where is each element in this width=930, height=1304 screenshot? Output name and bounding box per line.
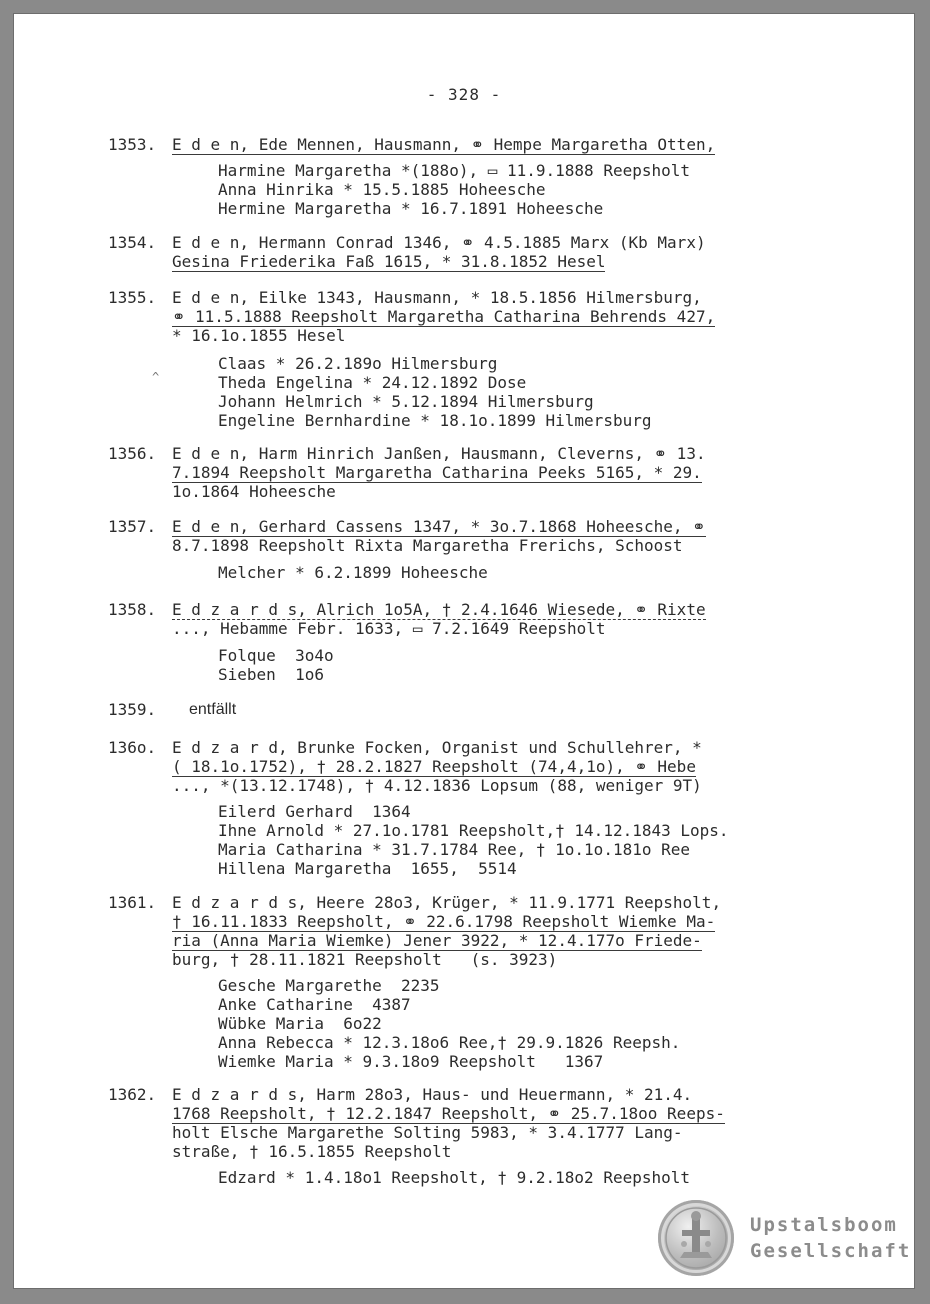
entry-line: Gesina Friederika Faß 1615, * 31.8.1852 Hesel xyxy=(172,252,606,271)
entry-line: 1o.1864 Hoheesche xyxy=(172,482,336,501)
child-line: Theda Engelina * 24.12.1892 Dose xyxy=(218,373,527,392)
entry-line: burg, † 28.11.1821 Reepsholt (s. 3923) xyxy=(172,950,558,969)
entry-line: ria (Anna Maria Wiemke) Jener 3922, * 12.4.177o Friede- xyxy=(172,931,702,950)
child-line: Gesche Margarethe 2235 xyxy=(218,976,440,995)
child-line: Johann Helmrich * 5.12.1894 Hilmersburg xyxy=(218,392,594,411)
entry-number: 136o. xyxy=(108,738,157,757)
entry-number: 1359. xyxy=(108,700,157,719)
entry-line: straße, † 16.5.1855 Reepsholt xyxy=(172,1142,452,1161)
entry-line: † 16.11.1833 Reepsholt, ⚭ 22.6.1798 Reepsholt Wiemke Ma- xyxy=(172,912,716,931)
entry-line: 7.1894 Reepsholt Margaretha Catharina Peeks 5165, * 29. xyxy=(172,463,702,482)
child-line: Folque 3o4o xyxy=(218,646,334,665)
entry-line: E d e n, Eilke 1343, Hausmann, * 18.5.1856 Hilmersburg, xyxy=(172,288,702,307)
entry-number: 1356. xyxy=(108,444,157,463)
child-line: Claas * 26.2.189o Hilmersburg xyxy=(218,354,498,373)
entry-line: E d z a r d s, Alrich 1o5A, † 2.4.1646 Wiesede, ⚭ Rixte xyxy=(172,600,706,619)
entry-line: ..., Hebamme Febr. 1633, ▭ 7.2.1649 Reepsholt xyxy=(172,619,606,638)
entry-line: holt Elsche Margarethe Solting 5983, * 3.4.1777 Lang- xyxy=(172,1123,683,1142)
entry-line: 1768 Reepsholt, † 12.2.1847 Reepsholt, ⚭ 25.7.18oo Reeps- xyxy=(172,1104,725,1123)
child-line: Anke Catharine 4387 xyxy=(218,995,411,1014)
entry-number: 1353. xyxy=(108,135,157,154)
child-line: Anna Hinrika * 15.5.1885 Hoheesche xyxy=(218,180,546,199)
document-page xyxy=(14,14,914,1288)
watermark xyxy=(658,1200,912,1280)
child-line: Harmine Margaretha *(188o), ▭ 11.9.1888 Reepsholt xyxy=(218,161,691,180)
child-line: Edzard * 1.4.18o1 Reepsholt, † 9.2.18o2 Reepsholt xyxy=(218,1168,691,1187)
entry-line: * 16.1o.1855 Hesel xyxy=(172,326,346,345)
entry-line: E d e n, Ede Mennen, Hausmann, ⚭ Hempe Margaretha Otten, xyxy=(172,135,716,154)
child-line: Hermine Margaretha * 16.7.1891 Hoheesche xyxy=(218,199,604,218)
entry-line: ( 18.1o.1752), † 28.2.1827 Reepsholt (74,4,1o), ⚭ Hebe xyxy=(172,757,696,776)
child-line: Hillena Margaretha 1655, 5514 xyxy=(218,859,517,878)
entry-line: ⚭ 11.5.1888 Reepsholt Margaretha Catharina Behrends 427, xyxy=(172,307,716,326)
page-number: - 328 - xyxy=(426,85,502,104)
entry-line: 8.7.1898 Reepsholt Rixta Margaretha Frerichs, Schoost xyxy=(172,536,683,555)
entry-number: 1362. xyxy=(108,1085,157,1104)
entry-number: 1355. xyxy=(108,288,157,307)
entry-line: E d e n, Gerhard Cassens 1347, * 3o.7.1868 Hoheesche, ⚭ xyxy=(172,517,706,536)
child-line: Maria Catharina * 31.7.1784 Ree, † 1o.1o.181o Ree xyxy=(218,840,691,859)
entry-number: 1361. xyxy=(108,893,157,912)
child-line: Melcher * 6.2.1899 Hoheesche xyxy=(218,563,488,582)
entry-line: entfällt xyxy=(189,701,237,718)
child-line: Sieben 1o6 xyxy=(218,665,324,684)
entry-number: 1358. xyxy=(108,600,157,619)
child-line: Wübke Maria 6o22 xyxy=(218,1014,382,1033)
entry-line: E d z a r d s, Harm 28o3, Haus- und Heuermann, * 21.4. xyxy=(172,1085,693,1104)
seal-logo-icon xyxy=(658,1200,734,1276)
watermark-line-2: Gesellschaft xyxy=(750,1240,912,1262)
child-line: Ihne Arnold * 27.1o.1781 Reepsholt,† 14.12.1843 Lops. xyxy=(218,821,729,840)
entry-number: 1357. xyxy=(108,517,157,536)
entry-line: E d z a r d, Brunke Focken, Organist und Schullehrer, * xyxy=(172,738,702,757)
watermark-line-1: Upstalsboom xyxy=(750,1214,898,1236)
entry-line: E d z a r d s, Heere 28o3, Krüger, * 11.9.1771 Reepsholt, xyxy=(172,893,722,912)
child-line: Eilerd Gerhard 1364 xyxy=(218,802,411,821)
child-line: Anna Rebecca * 12.3.18o6 Ree,† 29.9.1826 Reepsh. xyxy=(218,1033,681,1052)
margin-mark: ^ xyxy=(152,370,160,384)
entry-line: E d e n, Harm Hinrich Janßen, Hausmann, Cleverns, ⚭ 13. xyxy=(172,444,706,463)
entry-number: 1354. xyxy=(108,233,157,252)
child-line: Wiemke Maria * 9.3.18o9 Reepsholt 1367 xyxy=(218,1052,604,1071)
child-line: Engeline Bernhardine * 18.1o.1899 Hilmersburg xyxy=(218,411,652,430)
entry-line: E d e n, Hermann Conrad 1346, ⚭ 4.5.1885 Marx (Kb Marx) xyxy=(172,233,706,252)
entry-line: ..., *(13.12.1748), † 4.12.1836 Lopsum (88, weniger 9T) xyxy=(172,776,702,795)
